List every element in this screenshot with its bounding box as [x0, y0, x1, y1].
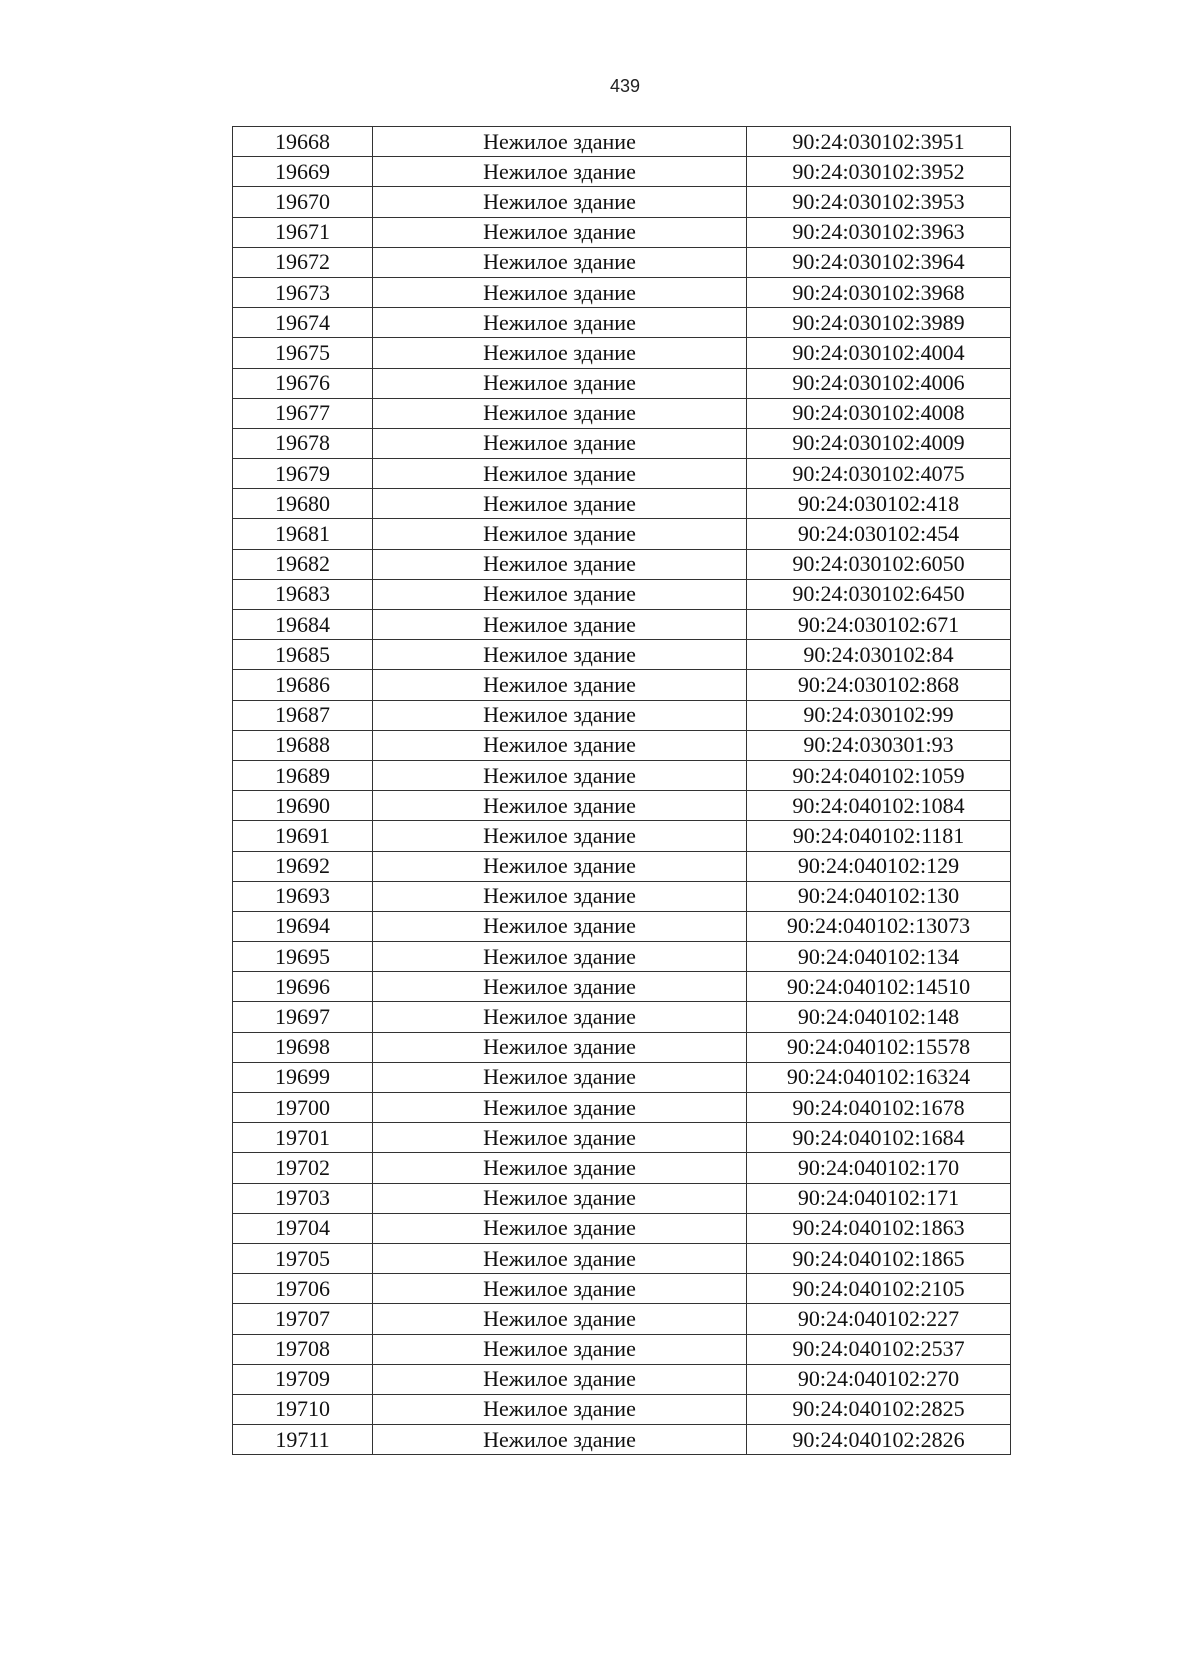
- table-row: [233, 851, 1011, 881]
- table-row: [233, 1274, 1011, 1304]
- table-row: [233, 187, 1011, 217]
- table-row: [233, 1334, 1011, 1364]
- table-row: [233, 1364, 1011, 1394]
- table-row: [233, 1213, 1011, 1243]
- table-row: [233, 217, 1011, 247]
- row-number-cell: 19687: [233, 700, 373, 730]
- cadastral-number-cell: 90:24:040102:270: [747, 1364, 1011, 1394]
- row-number-cell: 19711: [233, 1425, 373, 1455]
- cadastral-number-cell: 90:24:030102:3963: [747, 217, 1011, 247]
- table-row: [233, 640, 1011, 670]
- row-number-cell: 19677: [233, 398, 373, 428]
- row-number-cell: 19672: [233, 247, 373, 277]
- cadastral-number-cell: 90:24:030102:6450: [747, 579, 1011, 609]
- row-number-cell: 19694: [233, 911, 373, 941]
- row-number-cell: 19681: [233, 519, 373, 549]
- cadastral-number-cell: 90:24:030102:4009: [747, 428, 1011, 458]
- row-number-cell: 19695: [233, 942, 373, 972]
- cadastral-number-cell: 90:24:030301:93: [747, 730, 1011, 760]
- object-type-cell: Нежилое здание: [373, 519, 747, 549]
- cadastral-number-cell: 90:24:040102:1084: [747, 791, 1011, 821]
- row-number-cell: 19676: [233, 368, 373, 398]
- table-row: [233, 157, 1011, 187]
- row-number-cell: 19710: [233, 1394, 373, 1424]
- cadastral-number-cell: 90:24:030102:671: [747, 610, 1011, 640]
- table-row: [233, 1032, 1011, 1062]
- table-row: [233, 277, 1011, 307]
- cadastral-number-cell: 90:24:040102:1865: [747, 1243, 1011, 1273]
- row-number-cell: 19696: [233, 972, 373, 1002]
- object-type-cell: Нежилое здание: [373, 157, 747, 187]
- cadastral-number-cell: 90:24:030102:4004: [747, 338, 1011, 368]
- cadastral-number-cell: 90:24:040102:1863: [747, 1213, 1011, 1243]
- object-type-cell: Нежилое здание: [373, 821, 747, 851]
- table-row: [233, 972, 1011, 1002]
- row-number-cell: 19682: [233, 549, 373, 579]
- object-type-cell: Нежилое здание: [373, 127, 747, 157]
- object-type-cell: Нежилое здание: [373, 277, 747, 307]
- object-type-cell: Нежилое здание: [373, 1304, 747, 1334]
- row-number-cell: 19703: [233, 1183, 373, 1213]
- row-number-cell: 19709: [233, 1364, 373, 1394]
- object-type-cell: Нежилое здание: [373, 1062, 747, 1092]
- cadastral-number-cell: 90:24:030102:3952: [747, 157, 1011, 187]
- row-number-cell: 19670: [233, 187, 373, 217]
- cadastral-number-cell: 90:24:030102:3968: [747, 277, 1011, 307]
- object-type-cell: Нежилое здание: [373, 1002, 747, 1032]
- registry-table: [232, 126, 1011, 1455]
- object-type-cell: Нежилое здание: [373, 398, 747, 428]
- cadastral-number-cell: 90:24:030102:99: [747, 700, 1011, 730]
- table-row: [233, 700, 1011, 730]
- object-type-cell: Нежилое здание: [373, 428, 747, 458]
- table-row: [233, 1093, 1011, 1123]
- cadastral-number-cell: 90:24:030102:868: [747, 670, 1011, 700]
- object-type-cell: Нежилое здание: [373, 1123, 747, 1153]
- object-type-cell: Нежилое здание: [373, 368, 747, 398]
- table-row: [233, 368, 1011, 398]
- cadastral-number-cell: 90:24:040102:16324: [747, 1062, 1011, 1092]
- registry-table-body: [233, 127, 1011, 1455]
- object-type-cell: Нежилое здание: [373, 579, 747, 609]
- cadastral-number-cell: 90:24:030102:418: [747, 489, 1011, 519]
- cadastral-number-cell: 90:24:040102:1181: [747, 821, 1011, 851]
- cadastral-number-cell: 90:24:040102:227: [747, 1304, 1011, 1334]
- table-row: [233, 911, 1011, 941]
- row-number-cell: 19673: [233, 277, 373, 307]
- row-number-cell: 19684: [233, 610, 373, 640]
- cadastral-number-cell: 90:24:040102:2537: [747, 1334, 1011, 1364]
- row-number-cell: 19707: [233, 1304, 373, 1334]
- cadastral-number-cell: 90:24:030102:4008: [747, 398, 1011, 428]
- cadastral-number-cell: 90:24:040102:2826: [747, 1425, 1011, 1455]
- object-type-cell: Нежилое здание: [373, 247, 747, 277]
- object-type-cell: Нежилое здание: [373, 610, 747, 640]
- object-type-cell: Нежилое здание: [373, 730, 747, 760]
- table-row: [233, 1425, 1011, 1455]
- object-type-cell: Нежилое здание: [373, 308, 747, 338]
- object-type-cell: Нежилое здание: [373, 911, 747, 941]
- row-number-cell: 19690: [233, 791, 373, 821]
- row-number-cell: 19688: [233, 730, 373, 760]
- row-number-cell: 19683: [233, 579, 373, 609]
- row-number-cell: 19668: [233, 127, 373, 157]
- row-number-cell: 19699: [233, 1062, 373, 1092]
- cadastral-number-cell: 90:24:030102:3964: [747, 247, 1011, 277]
- row-number-cell: 19686: [233, 670, 373, 700]
- cadastral-number-cell: 90:24:030102:6050: [747, 549, 1011, 579]
- object-type-cell: Нежилое здание: [373, 972, 747, 1002]
- object-type-cell: Нежилое здание: [373, 1243, 747, 1273]
- object-type-cell: Нежилое здание: [373, 760, 747, 790]
- table-row: [233, 549, 1011, 579]
- table-row: [233, 1123, 1011, 1153]
- row-number-cell: 19671: [233, 217, 373, 247]
- object-type-cell: Нежилое здание: [373, 1183, 747, 1213]
- table-row: [233, 760, 1011, 790]
- table-row: [233, 1304, 1011, 1334]
- object-type-cell: Нежилое здание: [373, 851, 747, 881]
- table-row: [233, 791, 1011, 821]
- object-type-cell: Нежилое здание: [373, 549, 747, 579]
- object-type-cell: Нежилое здание: [373, 791, 747, 821]
- cadastral-number-cell: 90:24:040102:1684: [747, 1123, 1011, 1153]
- cadastral-number-cell: 90:24:040102:1059: [747, 760, 1011, 790]
- table-row: [233, 127, 1011, 157]
- object-type-cell: Нежилое здание: [373, 1274, 747, 1304]
- table-row: [233, 881, 1011, 911]
- row-number-cell: 19685: [233, 640, 373, 670]
- object-type-cell: Нежилое здание: [373, 1213, 747, 1243]
- table-row: [233, 942, 1011, 972]
- cadastral-number-cell: 90:24:030102:3951: [747, 127, 1011, 157]
- object-type-cell: Нежилое здание: [373, 338, 747, 368]
- object-type-cell: Нежилое здание: [373, 1364, 747, 1394]
- row-number-cell: 19693: [233, 881, 373, 911]
- cadastral-number-cell: 90:24:040102:170: [747, 1153, 1011, 1183]
- row-number-cell: 19697: [233, 1002, 373, 1032]
- cadastral-number-cell: 90:24:040102:2105: [747, 1274, 1011, 1304]
- table-row: [233, 670, 1011, 700]
- cadastral-number-cell: 90:24:030102:4075: [747, 459, 1011, 489]
- table-row: [233, 1183, 1011, 1213]
- object-type-cell: Нежилое здание: [373, 942, 747, 972]
- row-number-cell: 19680: [233, 489, 373, 519]
- table-row: [233, 428, 1011, 458]
- cadastral-number-cell: 90:24:030102:84: [747, 640, 1011, 670]
- cadastral-number-cell: 90:24:040102:2825: [747, 1394, 1011, 1424]
- object-type-cell: Нежилое здание: [373, 1093, 747, 1123]
- object-type-cell: Нежилое здание: [373, 187, 747, 217]
- object-type-cell: Нежилое здание: [373, 670, 747, 700]
- table-row: [233, 1062, 1011, 1092]
- table-row: [233, 519, 1011, 549]
- cadastral-number-cell: 90:24:040102:171: [747, 1183, 1011, 1213]
- cadastral-number-cell: 90:24:040102:15578: [747, 1032, 1011, 1062]
- table-row: [233, 459, 1011, 489]
- table-row: [233, 398, 1011, 428]
- cadastral-number-cell: 90:24:040102:14510: [747, 972, 1011, 1002]
- cadastral-number-cell: 90:24:030102:454: [747, 519, 1011, 549]
- row-number-cell: 19708: [233, 1334, 373, 1364]
- object-type-cell: Нежилое здание: [373, 1032, 747, 1062]
- row-number-cell: 19701: [233, 1123, 373, 1153]
- row-number-cell: 19704: [233, 1213, 373, 1243]
- row-number-cell: 19691: [233, 821, 373, 851]
- table-row: [233, 308, 1011, 338]
- object-type-cell: Нежилое здание: [373, 640, 747, 670]
- row-number-cell: 19702: [233, 1153, 373, 1183]
- row-number-cell: 19698: [233, 1032, 373, 1062]
- object-type-cell: Нежилое здание: [373, 459, 747, 489]
- object-type-cell: Нежилое здание: [373, 1394, 747, 1424]
- table-row: [233, 1002, 1011, 1032]
- row-number-cell: 19700: [233, 1093, 373, 1123]
- row-number-cell: 19679: [233, 459, 373, 489]
- row-number-cell: 19674: [233, 308, 373, 338]
- page-number: 439: [609, 76, 641, 96]
- table-row: [233, 730, 1011, 760]
- cadastral-number-cell: 90:24:040102:134: [747, 942, 1011, 972]
- cadastral-number-cell: 90:24:030102:4006: [747, 368, 1011, 398]
- row-number-cell: 19706: [233, 1274, 373, 1304]
- object-type-cell: Нежилое здание: [373, 881, 747, 911]
- object-type-cell: Нежилое здание: [373, 700, 747, 730]
- object-type-cell: Нежилое здание: [373, 1334, 747, 1364]
- row-number-cell: 19675: [233, 338, 373, 368]
- cadastral-number-cell: 90:24:030102:3953: [747, 187, 1011, 217]
- cadastral-number-cell: 90:24:030102:3989: [747, 308, 1011, 338]
- cadastral-number-cell: 90:24:040102:148: [747, 1002, 1011, 1032]
- row-number-cell: 19689: [233, 760, 373, 790]
- table-row: [233, 1243, 1011, 1273]
- table-row: [233, 821, 1011, 851]
- row-number-cell: 19678: [233, 428, 373, 458]
- cadastral-number-cell: 90:24:040102:130: [747, 881, 1011, 911]
- object-type-cell: Нежилое здание: [373, 1425, 747, 1455]
- table-row: [233, 1394, 1011, 1424]
- table-row: [233, 579, 1011, 609]
- table-row: [233, 610, 1011, 640]
- object-type-cell: Нежилое здание: [373, 489, 747, 519]
- object-type-cell: Нежилое здание: [373, 217, 747, 247]
- cadastral-number-cell: 90:24:040102:13073: [747, 911, 1011, 941]
- row-number-cell: 19669: [233, 157, 373, 187]
- cadastral-number-cell: 90:24:040102:129: [747, 851, 1011, 881]
- object-type-cell: Нежилое здание: [373, 1153, 747, 1183]
- table-row: [233, 489, 1011, 519]
- row-number-cell: 19705: [233, 1243, 373, 1273]
- table-row: [233, 247, 1011, 277]
- row-number-cell: 19692: [233, 851, 373, 881]
- cadastral-number-cell: 90:24:040102:1678: [747, 1093, 1011, 1123]
- table-row: [233, 1153, 1011, 1183]
- table-row: [233, 338, 1011, 368]
